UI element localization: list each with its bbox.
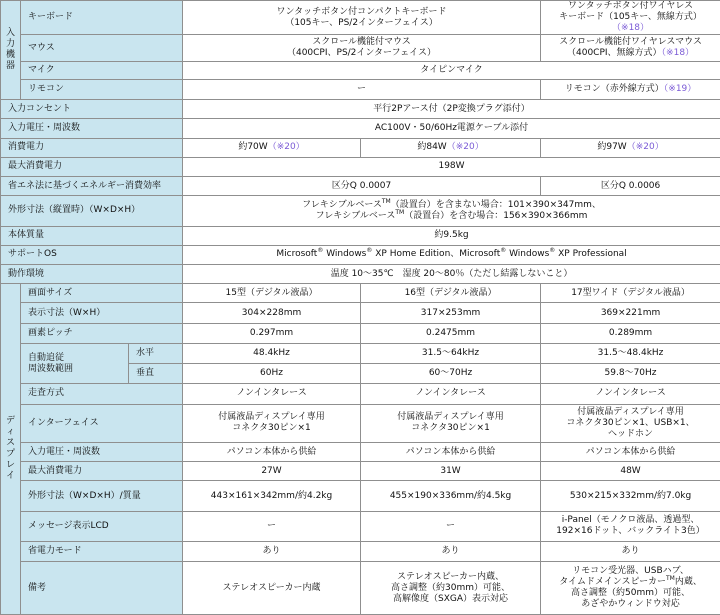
value-pixel-pitch-3: 0.289mm <box>541 323 720 343</box>
label-scan: 走査方式 <box>21 384 183 404</box>
value-keyboard-standard: ワンタッチボタン付コンパクトキーボード （105キー、PS/2インターフェイス） <box>183 1 541 35</box>
row-display-area <box>1 303 720 323</box>
row-dimensions <box>1 196 720 226</box>
value-disp-max-power-1: 27W <box>183 462 361 481</box>
value-pixel-pitch-1: 0.297mm <box>183 323 361 343</box>
label-weight: 本体質量 <box>1 226 183 245</box>
value-disp-voltage-2: パソコン本体から供給 <box>361 442 541 461</box>
label-keyboard: キーボード <box>21 1 183 35</box>
value-energy-1: 区分Q 0.0007 <box>183 176 541 195</box>
row-disp-max-power <box>1 462 720 481</box>
value-power-1: 約70W（※20） <box>183 138 361 157</box>
label-pixel-pitch: 画素ピッチ <box>21 323 183 343</box>
label-max-power: 最大消費電力 <box>1 157 183 176</box>
value-power-3: 約97W（※20） <box>541 138 720 157</box>
row-lcd <box>1 511 720 541</box>
row-keyboard <box>1 1 720 35</box>
row-mic <box>1 61 720 79</box>
label-mouse: マウス <box>21 35 183 61</box>
label-outlet: 入力コンセント <box>1 100 183 119</box>
value-display-area-3: 369×221mm <box>541 303 720 323</box>
note-19: （※19） <box>663 84 697 94</box>
row-disp-voltage <box>1 442 720 461</box>
label-remote: リモコン <box>21 79 183 99</box>
value-remarks-3: リモコン受光器、USBハブ、 タイムドメインスピーカー™内蔵、 高さ調整（約50mm）可能、 あざやかウィンドウ対応 <box>541 562 720 615</box>
row-mouse <box>1 35 720 61</box>
value-horizontal-2: 31.5～64kHz <box>361 343 541 363</box>
value-display-area-1: 304×228mm <box>183 303 361 323</box>
value-weight: 約9.5kg <box>183 226 720 245</box>
value-interface-2: 付属液晶ディスプレイ専用 コネクタ30ピン×1 <box>361 404 541 442</box>
value-disp-max-power-3: 48W <box>541 462 720 481</box>
row-freq-horizontal <box>1 343 720 363</box>
value-remote-none: ー <box>183 79 541 99</box>
row-outlet <box>1 100 720 119</box>
row-scan <box>1 384 720 404</box>
value-dimensions: フレキシブルベース™（設置台）を含まない場合：101×390×347mm、 フレキシブルベース™（設置台）を含む場合：156×390×366mm <box>183 196 720 226</box>
row-remote <box>1 79 720 99</box>
row-voltage <box>1 119 720 138</box>
value-lcd-2: ー <box>361 511 541 541</box>
value-horizontal-3: 31.5～48.4kHz <box>541 343 720 363</box>
label-horizontal: 水平 <box>129 343 183 363</box>
value-disp-voltage-1: パソコン本体から供給 <box>183 442 361 461</box>
label-display-area: 表示寸法（W×H） <box>21 303 183 323</box>
label-power: 消費電力 <box>1 138 183 157</box>
value-remarks-1: ステレオスピーカー内蔵 <box>183 562 361 615</box>
value-vertical-3: 59.8～70Hz <box>541 364 720 384</box>
value-screen-size-3: 17型ワイド（デジタル液晶） <box>541 284 720 303</box>
label-lcd: メッセージ表示LCD <box>21 511 183 541</box>
note-20: （※20） <box>446 142 484 153</box>
row-weight <box>1 226 720 245</box>
value-pixel-pitch-2: 0.2475mm <box>361 323 541 343</box>
label-dimensions: 外形寸法（縦置時）（W×D×H） <box>1 196 183 226</box>
row-interface <box>1 404 720 442</box>
value-power-2: 約84W（※20） <box>361 138 541 157</box>
value-mouse-standard: スクロール機能付マウス （400CPI、PS/2インターフェイス） <box>183 35 541 61</box>
label-freq: 自動追従 周波数範囲 <box>21 343 129 383</box>
label-energy: 省エネ法に基づくエネルギー消費効率 <box>1 176 183 195</box>
value-power-save-2: あり <box>361 542 541 562</box>
note-20: （※20） <box>626 142 664 153</box>
value-remarks-2: ステレオスピーカー内蔵、 高さ調整（約30mm）可能、 高解像度（SXGA）表示対応 <box>361 562 541 615</box>
value-screen-size-1: 15型（デジタル液晶） <box>183 284 361 303</box>
value-disp-dimensions-2: 455×190×336mm/約4.5kg <box>361 481 541 511</box>
label-screen-size: 画面サイズ <box>21 284 183 303</box>
row-os <box>1 245 720 264</box>
label-disp-dimensions: 外形寸法（W×D×H）/質量 <box>21 481 183 511</box>
value-mouse-wireless: スクロール機能付ワイヤレスマウス （400CPI、無線方式）（※18） <box>541 35 720 61</box>
row-remarks <box>1 562 720 615</box>
value-energy-2: 区分Q 0.0006 <box>541 176 720 195</box>
value-vertical-1: 60Hz <box>183 364 361 384</box>
label-power-save: 省電力モード <box>21 542 183 562</box>
value-max-power: 198W <box>183 157 720 176</box>
value-lcd-3: i-Panel（モノクロ液晶、透過型、 192×16ドット、バックライト3色） <box>541 511 720 541</box>
label-mic: マイク <box>21 61 183 79</box>
value-vertical-2: 60～70Hz <box>361 364 541 384</box>
value-voltage: AC100V・50/60Hz電源ケーブル添付 <box>183 119 720 138</box>
label-environment: 動作環境 <box>1 264 183 283</box>
row-environment <box>1 264 720 283</box>
row-power-save <box>1 542 720 562</box>
value-horizontal-1: 48.4kHz <box>183 343 361 363</box>
row-disp-dimensions <box>1 481 720 511</box>
value-disp-max-power-2: 31W <box>361 462 541 481</box>
label-vertical: 垂直 <box>129 364 183 384</box>
note-18: （※18） <box>661 48 695 59</box>
note-20: （※20） <box>267 142 305 153</box>
note-18: （※18） <box>612 23 650 34</box>
value-interface-1: 付属液晶ディスプレイ専用 コネクタ30ピン×1 <box>183 404 361 442</box>
label-disp-voltage: 入力電圧・周波数 <box>21 442 183 461</box>
value-power-save-1: あり <box>183 542 361 562</box>
label-os: サポートOS <box>1 245 183 264</box>
value-display-area-2: 317×253mm <box>361 303 541 323</box>
value-interface-3: 付属液晶ディスプレイ専用 コネクタ30ピン×1、USB×1、 ヘッドホン <box>541 404 720 442</box>
label-voltage: 入力電圧・周波数 <box>1 119 183 138</box>
value-scan-2: ノンインタレース <box>361 384 541 404</box>
value-disp-voltage-3: パソコン本体から供給 <box>541 442 720 461</box>
value-mic: タイピンマイク <box>183 61 720 79</box>
row-screen-size <box>1 284 720 303</box>
value-remote: リモコン（赤外線方式）（※19） <box>541 79 720 99</box>
row-energy <box>1 176 720 195</box>
row-pixel-pitch <box>1 323 720 343</box>
row-power <box>1 138 720 157</box>
value-screen-size-2: 16型（デジタル液晶） <box>361 284 541 303</box>
value-scan-3: ノンインタレース <box>541 384 720 404</box>
value-disp-dimensions-1: 443×161×342mm/約4.2kg <box>183 481 361 511</box>
value-environment: 温度 10～35℃ 湿度 20～80％（ただし結露しないこと） <box>183 264 720 283</box>
label-disp-max-power: 最大消費電力 <box>21 462 183 481</box>
value-keyboard-wireless: ワンタッチボタン付ワイヤレス キーボード（105キー、無線方式）（※18） <box>541 1 720 35</box>
group-display: ディスプレイ <box>1 284 21 615</box>
value-disp-dimensions-3: 530×215×332mm/約7.0kg <box>541 481 720 511</box>
value-power-save-3: あり <box>541 542 720 562</box>
label-interface: インターフェイス <box>21 404 183 442</box>
row-max-power <box>1 157 720 176</box>
value-scan-1: ノンインタレース <box>183 384 361 404</box>
value-os: Microsoft® Windows® XP Home Edition、Microsoft® Windows® XP Professional <box>183 245 720 264</box>
group-input-devices: 入力機器 <box>1 1 21 100</box>
value-outlet: 平行2Pアース付（2P変換プラグ添付） <box>183 100 720 119</box>
label-remarks: 備考 <box>21 562 183 615</box>
value-lcd-1: ー <box>183 511 361 541</box>
